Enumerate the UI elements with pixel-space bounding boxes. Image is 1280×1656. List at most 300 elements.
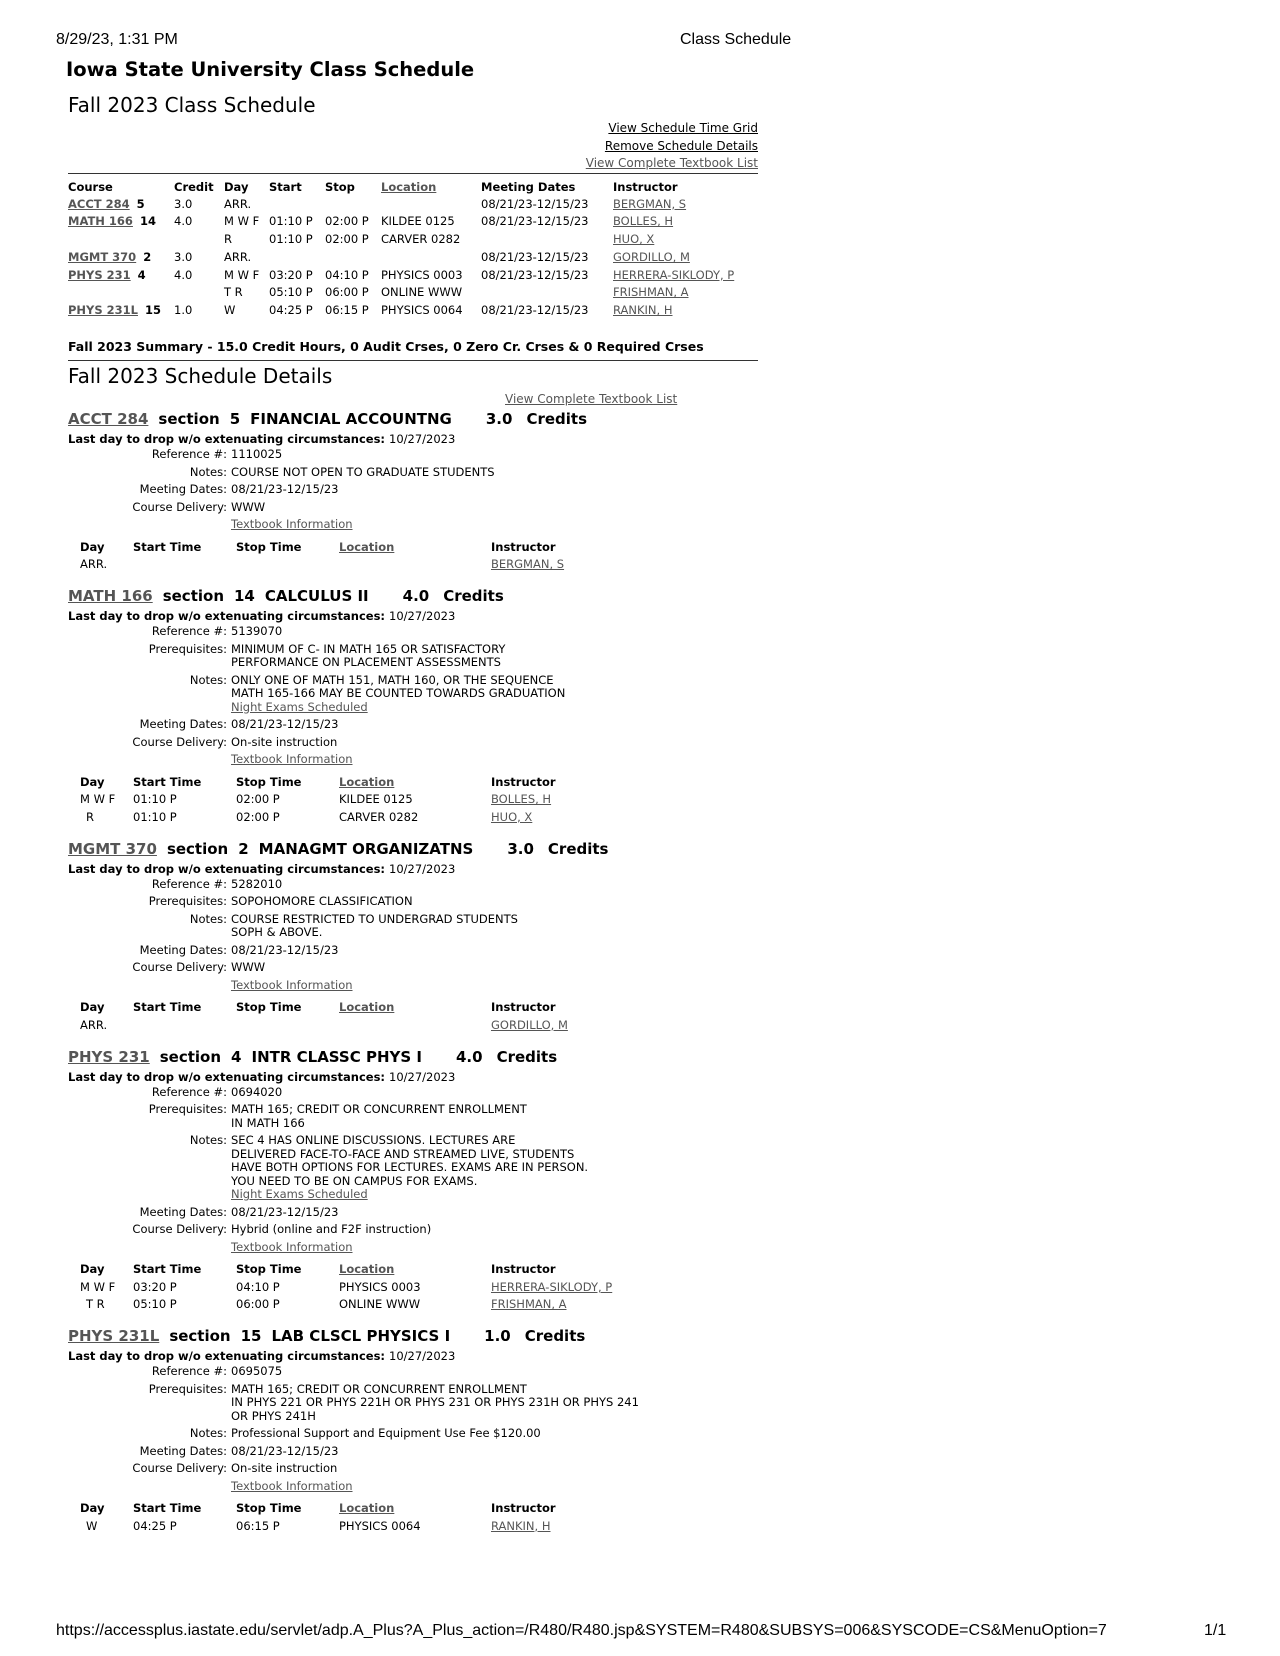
location-cell <box>339 1278 491 1296</box>
location-value: ONLINE WWW <box>339 1297 421 1312</box>
column-header-label: Day <box>80 539 105 554</box>
section-number: 5 <box>229 410 241 429</box>
textbook-info-link[interactable]: Textbook Information <box>231 1239 353 1254</box>
table-row <box>68 303 753 321</box>
start-cell <box>269 303 325 321</box>
reference-value: 1110025 <box>231 447 283 462</box>
column-header-label: Start Time <box>133 539 202 554</box>
instructor-cell <box>491 1016 651 1034</box>
stop-cell <box>325 232 381 250</box>
course-cell <box>68 285 174 303</box>
night-exams-link[interactable]: Night Exams Scheduled <box>231 699 368 714</box>
location-cell <box>381 232 481 250</box>
column-header <box>491 1499 651 1517</box>
prereq-line: PERFORMANCE ON PLACEMENT ASSESSMENTS <box>231 655 501 670</box>
meeting-header-row <box>80 773 651 791</box>
table-row <box>80 1517 651 1535</box>
location-cell <box>339 1016 491 1034</box>
textbook-info-link[interactable]: Textbook Information <box>231 752 353 767</box>
section-number: 2 <box>238 839 249 858</box>
stop-value: 04:10 P <box>325 267 369 282</box>
column-header-label[interactable]: Location <box>339 1000 395 1015</box>
notes-label: Notes: <box>189 672 227 687</box>
column-header <box>491 1260 651 1278</box>
meeting-dates-label: Meeting Dates: <box>139 942 227 957</box>
dates-cell <box>481 214 613 232</box>
credits-label: Credits <box>524 1327 586 1346</box>
details-textbook-list-link[interactable]: View Complete Textbook List <box>505 392 678 407</box>
column-header <box>236 1260 339 1278</box>
location-cell <box>381 268 481 286</box>
day-value: R <box>86 809 94 824</box>
drop-deadline <box>68 432 758 446</box>
instructor-link[interactable]: HUO, X <box>613 232 655 247</box>
notes-label: Notes: <box>189 1133 227 1148</box>
start-cell <box>133 1016 236 1034</box>
table-row <box>68 232 753 250</box>
location-cell <box>381 303 481 321</box>
notes-value <box>231 1134 651 1202</box>
prereq-line: MINIMUM OF C- IN MATH 165 OR SATISFACTORY <box>231 641 506 656</box>
instructor-link[interactable]: GORDILLO, M <box>491 1017 568 1032</box>
stop-cell <box>236 791 339 809</box>
start-cell <box>133 556 236 574</box>
column-header-label: Instructor <box>491 1000 556 1015</box>
start-cell <box>133 1278 236 1296</box>
course-code-link[interactable]: PHYS 231 <box>68 1047 150 1066</box>
notes-value <box>231 1427 651 1441</box>
course-delivery-value: WWW <box>231 499 266 514</box>
schedule-page <box>68 56 758 1535</box>
main-title: Iowa State University Class Schedule <box>66 58 475 81</box>
stop-cell <box>236 808 339 826</box>
note-line: Professional Support and Equipment Use Fee $120.00 <box>231 1426 541 1441</box>
course-info <box>68 1363 758 1495</box>
column-header <box>224 178 269 197</box>
dates-value: 08/21/23-12/15/23 <box>481 303 589 318</box>
view-time-grid-link[interactable]: View Schedule Time Grid <box>608 121 758 135</box>
details-title: Fall 2023 Schedule Details <box>68 364 333 389</box>
stop-value: 06:00 P <box>325 285 369 300</box>
course-cell <box>68 232 174 250</box>
day-cell <box>80 1016 133 1034</box>
instructor-cell <box>613 214 753 232</box>
course-link[interactable]: PHYS 231L <box>68 303 138 318</box>
column-header-label: Credit <box>174 180 214 194</box>
table-row <box>68 250 753 268</box>
column-header <box>491 773 651 791</box>
column-header-label: Stop <box>325 180 355 194</box>
instructor-link[interactable]: RANKIN, H <box>491 1518 551 1533</box>
meeting-dates-label: Meeting Dates: <box>139 482 227 497</box>
meeting-table <box>80 1499 651 1535</box>
course-code-link[interactable]: MATH 166 <box>68 587 153 606</box>
course-info <box>68 1084 758 1257</box>
start-cell <box>269 285 325 303</box>
column-header <box>80 1499 133 1517</box>
start-value: 01:10 P <box>133 809 177 824</box>
course-cell <box>68 303 174 321</box>
course-code-link[interactable]: ACCT 284 <box>68 410 149 429</box>
instructor-link[interactable]: BOLLES, H <box>491 792 552 807</box>
course-delivery-label: Course Delivery: <box>132 960 227 975</box>
column-header-label: Stop Time <box>236 774 302 789</box>
column-header <box>236 773 339 791</box>
prerequisites-value <box>231 1383 651 1424</box>
credit-cell <box>174 232 224 250</box>
day-value: ARR. <box>224 196 252 211</box>
drop-date: 10/27/2023 <box>389 609 456 624</box>
column-header-label[interactable]: Location <box>381 180 437 194</box>
course-link[interactable]: ACCT 284 <box>68 196 130 211</box>
stop-cell <box>325 303 381 321</box>
column-header <box>133 538 236 556</box>
column-header-label: Day <box>80 1501 105 1516</box>
day-value: M W F <box>80 792 116 807</box>
course-info <box>68 446 758 534</box>
course-delivery-label: Course Delivery: <box>132 734 227 749</box>
start-cell <box>269 214 325 232</box>
remove-details-link[interactable]: Remove Schedule Details <box>604 138 758 153</box>
instructor-cell <box>613 303 753 321</box>
credit-cell <box>174 268 224 286</box>
stop-cell <box>325 250 381 268</box>
note-line: SOPH & ABOVE. <box>231 925 323 940</box>
course-link[interactable]: MGMT 370 <box>68 249 137 264</box>
instructor-link[interactable]: FRISHMAN, A <box>613 285 689 300</box>
column-header <box>381 178 481 197</box>
day-cell <box>224 232 269 250</box>
prerequisites-label: Prerequisites: <box>148 641 227 656</box>
prerequisites-value <box>231 895 651 909</box>
start-cell <box>269 197 325 215</box>
meeting-dates-label: Meeting Dates: <box>139 1443 227 1458</box>
course-title <box>68 587 758 605</box>
credit-hours: 1.0 <box>484 1327 511 1346</box>
start-value: 05:10 P <box>269 285 313 300</box>
drop-deadline <box>68 1349 758 1363</box>
section-label: section <box>169 1327 231 1346</box>
start-value: 04:25 P <box>269 303 313 318</box>
course-cell <box>68 268 174 286</box>
note-line: ONLY ONE OF MATH 151, MATH 160, OR THE SEQUENCE <box>231 672 554 687</box>
note-line: MATH 165-166 MAY BE COUNTED TOWARDS GRADUATION <box>231 686 566 701</box>
course-name: MANAGMT ORGANIZATNS <box>258 839 474 858</box>
course-name: INTR CLASSC PHYS I <box>251 1047 422 1066</box>
course-delivery-value: On-site instruction <box>231 1461 338 1476</box>
column-header-label: Day <box>224 180 249 194</box>
meeting-dates-value: 08/21/23-12/15/23 <box>231 1443 339 1458</box>
schedule-links <box>68 120 758 173</box>
section-label: section <box>159 1047 222 1066</box>
day-cell <box>224 303 269 321</box>
print-page-number: 1/1 <box>1204 1622 1227 1639</box>
course-detail <box>68 840 758 1034</box>
stop-cell <box>325 197 381 215</box>
instructor-cell <box>613 232 753 250</box>
credit-value: 3.0 <box>174 249 193 264</box>
note-line: SEC 4 HAS ONLINE DISCUSSIONS. LECTURES ARE <box>231 1133 516 1148</box>
location-cell <box>339 808 491 826</box>
section-number: 15 <box>240 1327 262 1346</box>
day-value: W <box>224 303 236 318</box>
column-header <box>339 773 491 791</box>
location-cell <box>339 791 491 809</box>
day-value: M W F <box>224 267 260 282</box>
textbook-info-link[interactable]: Textbook Information <box>231 517 353 532</box>
textbook-info-link[interactable]: Textbook Information <box>231 1478 353 1493</box>
column-header-label[interactable]: Location <box>339 539 395 554</box>
instructor-cell <box>491 1278 651 1296</box>
drop-label: Last day to drop w/o extenuating circumstances: <box>68 432 386 447</box>
column-header <box>80 998 133 1016</box>
column-header-label: Day <box>80 774 105 789</box>
schedule-details <box>68 410 758 1535</box>
stop-value: 02:00 P <box>236 809 280 824</box>
column-header-label: Start <box>269 180 302 194</box>
print-url: https://accessplus.iastate.edu/servlet/adp.A_Plus?A_Plus_action=/R480/R480.jsp&SYSTEM=R480&SUBSYS=006&SYSCODE=CS&MenuOption=7 <box>56 1622 1107 1639</box>
schedule-table <box>68 178 753 322</box>
day-cell <box>224 214 269 232</box>
drop-date: 10/27/2023 <box>389 861 456 876</box>
location-value: PHYSICS 0064 <box>339 1518 421 1533</box>
instructor-link[interactable]: GORDILLO, M <box>613 249 690 264</box>
course-delivery-label: Course Delivery: <box>132 1222 227 1237</box>
column-header-label: Instructor <box>491 774 556 789</box>
course-title <box>68 840 758 858</box>
column-header <box>339 998 491 1016</box>
day-value: T R <box>86 1297 105 1312</box>
stop-value: 06:15 P <box>325 303 369 318</box>
start-cell <box>133 1517 236 1535</box>
start-cell <box>133 1296 236 1314</box>
column-header-label[interactable]: Location <box>339 1501 395 1516</box>
column-header <box>133 773 236 791</box>
section-label: section <box>162 587 224 606</box>
day-cell <box>80 791 133 809</box>
prerequisites-label: Prerequisites: <box>148 1381 227 1396</box>
prereq-line: IN PHYS 221 OR PHYS 221H OR PHYS 231 OR PHYS 231H OR PHYS 241 <box>231 1395 639 1410</box>
divider <box>68 173 758 174</box>
column-header <box>80 1260 133 1278</box>
course-cell <box>68 197 174 215</box>
instructor-cell <box>491 791 651 809</box>
instructor-cell <box>491 1517 651 1535</box>
notes-value <box>231 674 651 715</box>
credit-cell <box>174 214 224 232</box>
note-line: DELIVERED FACE-TO-FACE AND STREAMED LIVE, STUDENTS <box>231 1146 575 1161</box>
meeting-table <box>80 998 651 1034</box>
section-number: 2 <box>143 249 152 264</box>
course-code-link[interactable]: MGMT 370 <box>68 839 157 858</box>
stop-value: 06:00 P <box>236 1297 280 1312</box>
reference-value: 5139070 <box>231 624 283 639</box>
location-value: PHYSICS 0003 <box>339 1279 421 1294</box>
meeting-table <box>80 1260 651 1313</box>
column-header-label[interactable]: Location <box>339 1262 395 1277</box>
stop-cell <box>325 268 381 286</box>
summary: Fall 2023 Summary - 15.0 Credit Hours, 0 Audit Crses, 0 Zero Cr. Crses & 0 Required Crses <box>68 339 758 361</box>
table-row <box>80 808 651 826</box>
note-line: COURSE RESTRICTED TO UNDERGRAD STUDENTS <box>231 911 518 926</box>
instructor-cell <box>613 250 753 268</box>
column-header <box>80 773 133 791</box>
course-title <box>68 1327 758 1345</box>
column-header-label: Stop Time <box>236 1000 302 1015</box>
prerequisites-label: Prerequisites: <box>148 1102 227 1117</box>
day-cell <box>224 197 269 215</box>
day-value: M W F <box>224 214 260 229</box>
course-link[interactable]: PHYS 231 <box>68 267 131 282</box>
column-header-label: Instructor <box>613 180 678 194</box>
instructor-cell <box>491 556 651 574</box>
column-header-label: Instructor <box>491 1501 556 1516</box>
dates-cell <box>481 197 613 215</box>
location-value: PHYSICS 0064 <box>381 303 463 318</box>
textbook-list-link[interactable]: View Complete Textbook List <box>585 156 758 170</box>
dates-value: 08/21/23-12/15/23 <box>481 196 589 211</box>
credit-hours: 3.0 <box>485 410 513 429</box>
instructor-link[interactable]: BERGMAN, S <box>613 196 687 211</box>
day-cell <box>80 556 133 574</box>
column-header-label: Start Time <box>133 1501 202 1516</box>
prerequisites-value <box>231 643 651 670</box>
credit-hours: 4.0 <box>455 1047 483 1066</box>
instructor-link[interactable]: BERGMAN, S <box>491 557 565 572</box>
stop-cell <box>325 214 381 232</box>
start-cell <box>133 808 236 826</box>
column-header <box>236 1499 339 1517</box>
instructor-cell <box>491 808 651 826</box>
dates-cell <box>481 250 613 268</box>
dates-cell <box>481 232 613 250</box>
drop-deadline <box>68 609 758 623</box>
prereq-line: MATH 165; CREDIT OR CONCURRENT ENROLLMENT <box>231 1102 527 1117</box>
column-header-label: Meeting Dates <box>481 180 576 194</box>
notes-label: Notes: <box>189 1426 227 1441</box>
start-value: 05:10 P <box>133 1297 177 1312</box>
column-header <box>339 538 491 556</box>
meeting-dates-value: 08/21/23-12/15/23 <box>231 482 339 497</box>
prereq-line: SOPOHOMORE CLASSIFICATION <box>231 894 413 909</box>
start-value: 01:10 P <box>133 792 177 807</box>
instructor-link[interactable]: HERRERA-SIKLODY, P <box>491 1279 613 1294</box>
reference-value: 0695075 <box>231 1364 283 1379</box>
dates-value: 08/21/23-12/15/23 <box>481 214 589 229</box>
start-cell <box>269 268 325 286</box>
location-cell <box>339 1517 491 1535</box>
course-info <box>68 623 758 769</box>
column-header-label: Stop Time <box>236 1262 302 1277</box>
section-number: 15 <box>145 303 162 318</box>
column-header <box>339 1260 491 1278</box>
day-value: ARR. <box>224 249 252 264</box>
column-header-label[interactable]: Location <box>339 774 395 789</box>
instructor-link[interactable]: BOLLES, H <box>613 214 674 229</box>
start-cell <box>269 250 325 268</box>
night-exams-link[interactable]: Night Exams Scheduled <box>231 1187 368 1202</box>
column-header <box>174 178 224 197</box>
day-cell <box>224 250 269 268</box>
reference-label: Reference #: <box>151 447 227 462</box>
instructor-link[interactable]: HUO, X <box>491 809 533 824</box>
column-header-label: Start Time <box>133 1262 202 1277</box>
column-header <box>339 1499 491 1517</box>
stop-cell <box>236 1517 339 1535</box>
meeting-table <box>80 538 651 574</box>
day-value: ARR. <box>80 1017 108 1032</box>
credit-hours: 3.0 <box>507 839 534 858</box>
course-code-link[interactable]: PHYS 231L <box>68 1327 160 1346</box>
column-header <box>491 538 651 556</box>
day-value: M W F <box>80 1279 116 1294</box>
course-delivery-value: WWW <box>231 960 266 975</box>
course-delivery-value: Hybrid (online and F2F instruction) <box>231 1222 432 1237</box>
credit-hours: 4.0 <box>402 587 430 606</box>
note-line: HAVE BOTH OPTIONS FOR LECTURES. EXAMS ARE IN PERSON. <box>231 1160 589 1175</box>
course-link[interactable]: MATH 166 <box>68 214 133 229</box>
credit-cell <box>174 197 224 215</box>
day-value: ARR. <box>80 557 108 572</box>
note-line: COURSE NOT OPEN TO GRADUATE STUDENTS <box>231 464 495 479</box>
meeting-header-row <box>80 1499 651 1517</box>
meeting-dates-value: 08/21/23-12/15/23 <box>231 942 339 957</box>
start-value: 04:25 P <box>133 1518 177 1533</box>
course-delivery-label: Course Delivery: <box>132 499 227 514</box>
column-header <box>269 178 325 197</box>
course-info <box>68 876 758 995</box>
location-cell <box>339 556 491 574</box>
column-header-label: Stop Time <box>236 539 302 554</box>
meeting-header-row <box>80 998 651 1016</box>
day-cell <box>80 1278 133 1296</box>
dates-cell <box>481 303 613 321</box>
column-header <box>80 538 133 556</box>
credit-value: 4.0 <box>174 267 193 282</box>
table-row <box>80 556 651 574</box>
instructor-link[interactable]: FRISHMAN, A <box>491 1297 567 1312</box>
drop-deadline <box>68 1070 758 1084</box>
course-delivery-label: Course Delivery: <box>132 1461 227 1476</box>
column-header <box>133 1260 236 1278</box>
meeting-dates-value: 08/21/23-12/15/23 <box>231 1204 339 1219</box>
section-number: 4 <box>137 267 146 282</box>
location-value: CARVER 0282 <box>381 232 461 247</box>
location-cell <box>381 214 481 232</box>
reference-value: 5282010 <box>231 876 283 891</box>
textbook-info-link[interactable]: Textbook Information <box>231 977 353 992</box>
location-cell <box>381 250 481 268</box>
instructor-link[interactable]: HERRERA-SIKLODY, P <box>613 267 735 282</box>
day-cell <box>80 1517 133 1535</box>
column-header <box>236 998 339 1016</box>
day-cell <box>224 285 269 303</box>
dates-cell <box>481 285 613 303</box>
course-name: CALCULUS II <box>264 587 369 606</box>
prerequisites-label: Prerequisites: <box>148 894 227 909</box>
prereq-line: MATH 165; CREDIT OR CONCURRENT ENROLLMENT <box>231 1381 527 1396</box>
column-header <box>133 1499 236 1517</box>
start-value: 01:10 P <box>269 214 313 229</box>
dates-value: 08/21/23-12/15/23 <box>481 267 589 282</box>
course-detail <box>68 1327 758 1535</box>
column-header <box>481 178 613 197</box>
instructor-link[interactable]: RANKIN, H <box>613 303 673 318</box>
location-value: CARVER 0282 <box>339 809 419 824</box>
day-cell <box>224 268 269 286</box>
location-cell <box>381 197 481 215</box>
notes-label: Notes: <box>189 911 227 926</box>
